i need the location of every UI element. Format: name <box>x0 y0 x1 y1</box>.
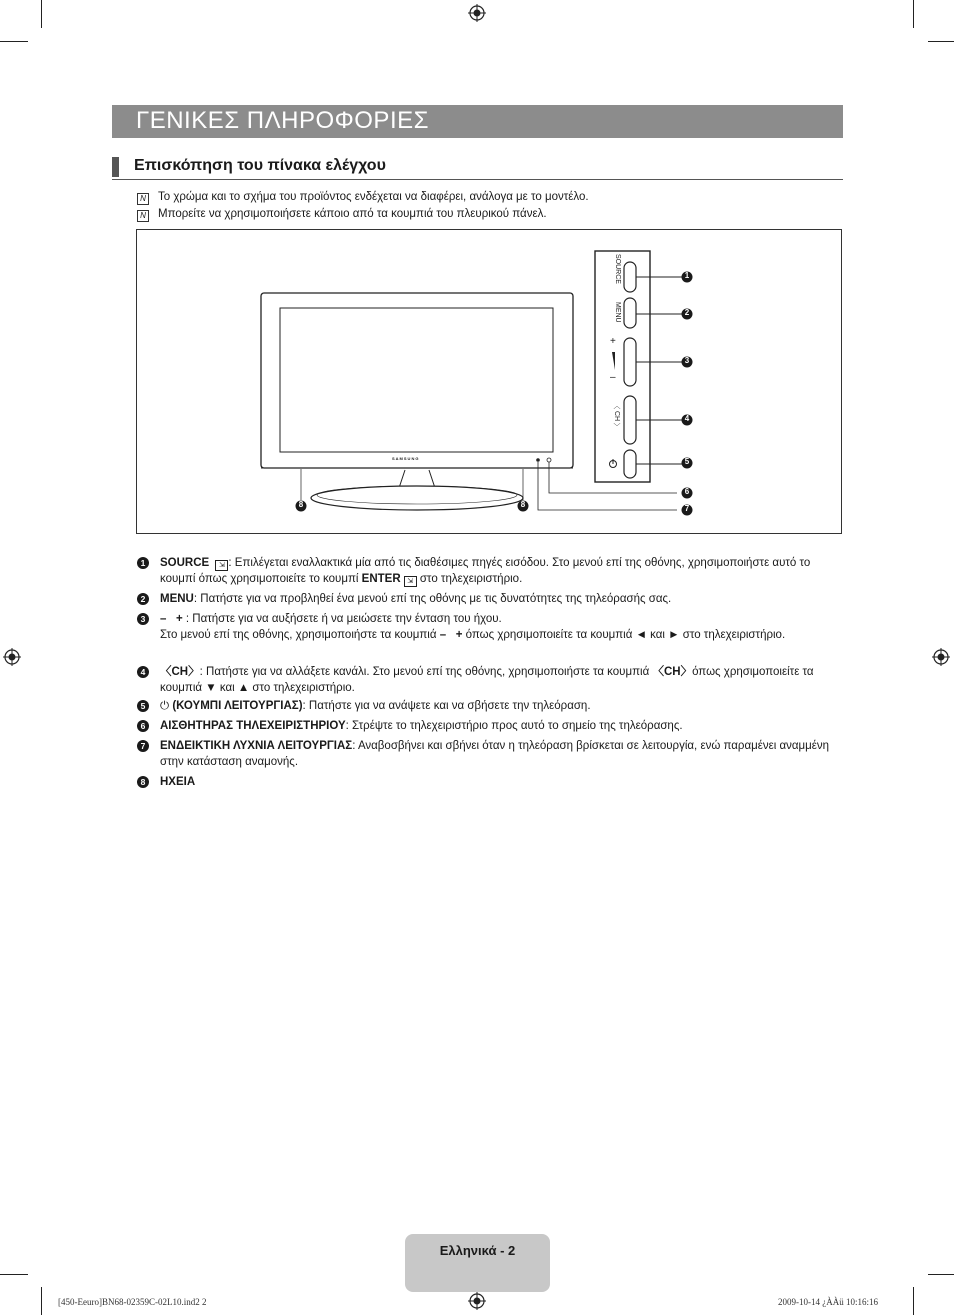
callout-2: 2 <box>684 308 690 317</box>
source-enter-icon: ⇲ <box>215 560 228 571</box>
crop-mark <box>913 0 914 28</box>
list-item <box>137 738 847 770</box>
page-number-tab <box>405 1234 550 1292</box>
item-number: 2 <box>137 593 149 605</box>
crop-mark <box>0 41 28 42</box>
list-item <box>137 698 847 714</box>
callout-5: 5 <box>684 457 690 466</box>
registration-mark-icon <box>468 4 486 22</box>
panel-label-vol-minus: – <box>610 372 616 383</box>
crop-mark <box>41 0 42 28</box>
item-desc: : Πατήστε για να αυξήσετε ή να μειώσετε την ένταση του ήχου. <box>182 613 502 625</box>
tv-brand-logo: SAMSUNG <box>392 456 420 461</box>
menu-button-shape <box>624 298 636 328</box>
channel-button-shape <box>624 396 636 444</box>
callout-1: 1 <box>684 271 690 280</box>
control-panel-diagram <box>136 229 842 534</box>
chevron-right-icon: 〉 <box>680 666 693 678</box>
panel-label-source: SOURCE <box>614 254 621 284</box>
item-desc-line2a: Στο μενού επί της οθόνης, χρησιμοποιήστε τα κουμπιά <box>160 629 440 641</box>
item-desc-2: στο τηλεχειριστήριο. <box>416 573 523 585</box>
power-icon: ⏻ <box>160 700 170 712</box>
source-button-shape <box>624 262 636 292</box>
section-title: Επισκόπηση του πίνακα ελέγχου <box>134 157 386 174</box>
item-number: 1 <box>137 557 149 569</box>
side-panel <box>595 251 650 482</box>
note-icon: N <box>137 210 149 222</box>
item-number: 7 <box>137 740 149 752</box>
callout-8-right: 8 <box>520 500 526 509</box>
list-item <box>137 611 847 643</box>
item-number: 4 <box>137 666 149 678</box>
title-banner <box>112 105 843 138</box>
item-desc: : Πατήστε για να αλλάξετε κανάλι. Στο μενού επί της οθόνης, χρησιμοποιήστε τα κουμπιά <box>199 666 653 678</box>
callout-3: 3 <box>684 356 690 365</box>
item-number: 5 <box>137 700 149 712</box>
page-title: ΓΕΝΙΚΕΣ ΠΛΗΡΟΦΟΡΙΕΣ <box>136 107 429 134</box>
item-desc: : Πατήστε για να ανάψετε και να σβήσετε την τηλεόραση. <box>302 700 591 712</box>
registration-mark-icon <box>3 648 21 666</box>
callout-4: 4 <box>684 414 690 423</box>
item-term: (ΚΟΥΜΠΙ ΛΕΙΤΟΥΡΓΙΑΣ) <box>172 700 303 712</box>
callout-7: 7 <box>684 504 690 513</box>
note-text: Μπορείτε να χρησιμοποιήσετε κάποιο από τα κουμπιά του πλευρικού πάνελ. <box>158 208 547 220</box>
note-text: Το χρώμα και το σχήμα του προϊόντος ενδέχεται να διαφέρει, ανάλογα με το μοντέλο. <box>158 191 589 203</box>
tv-stand-base <box>311 486 523 510</box>
list-item <box>137 774 847 790</box>
chevron-left-icon: 〈 <box>160 666 172 678</box>
crop-mark <box>928 1274 954 1275</box>
item-desc: : Πατήστε για να προβληθεί ένα μενού επί της οθόνης με τις δυνατότητες της τηλεόρασής σας. <box>193 593 672 605</box>
item-term: ΑΙΣΘΗΤΗΡΑΣ ΤΗΛΕΧΕΙΡΙΣΤΗΡΙΟΥ <box>160 720 346 732</box>
item-number: 3 <box>137 613 149 625</box>
panel-label-vol-plus: + <box>610 336 616 347</box>
section-marker <box>112 157 119 177</box>
callout-6: 6 <box>684 487 690 496</box>
item-desc-2: όπως χρησιμοποιείτε τα κουμπιά ▼ και ▲ στο τηλεχειριστήριο. <box>160 666 814 694</box>
item-desc: : Αναβοσβήνει και σβήνει όταν η τηλεόραση βρίσκεται σε λειτουργία, ενώ παραμένει αναμμένη στην κατάσταση αναμονής. <box>160 740 830 768</box>
item-term: ΗΧΕΙΑ <box>160 776 196 788</box>
item-term: SOURCE <box>160 557 210 569</box>
imprint-right: 2009-10-14 ¿ÀÀü 10:16:16 <box>778 1297 878 1307</box>
volume-term: – + <box>160 613 183 625</box>
item-number: 8 <box>137 776 149 788</box>
list-item <box>137 555 847 587</box>
panel-label-menu: MENU <box>614 302 621 323</box>
imprint-left: [450-Eeuro]BN68-02359C-02L10.ind2 2 <box>58 1297 207 1307</box>
power-indicator <box>547 458 551 462</box>
tv-illustration <box>137 230 841 533</box>
crop-mark <box>0 1274 28 1275</box>
item-desc-line2b: όπως χρησιμοποιείτε τα κουμπιά ◄ και ► στο τηλεχειριστήριο. <box>462 629 786 641</box>
list-item <box>137 664 847 696</box>
note-icon: N <box>137 193 149 205</box>
page-number: Ελληνικά - 2 <box>439 1243 516 1258</box>
item-term: CH <box>171 666 189 678</box>
list-item <box>137 718 847 734</box>
note-item <box>137 208 547 222</box>
power-button-shape <box>624 450 636 478</box>
list-item <box>137 591 847 607</box>
tv-screen <box>280 308 553 452</box>
item-term: MENU <box>160 593 194 605</box>
tv-stand-neck <box>399 470 435 488</box>
item-term-2: ENTER <box>361 573 401 585</box>
item-desc: : Στρέψτε το τηλεχειριστήριο προς αυτό το σημείο της τηλεόρασης. <box>345 720 683 732</box>
callout-8-left: 8 <box>298 500 304 509</box>
item-term-2: CH <box>663 666 681 678</box>
crop-mark <box>928 41 954 42</box>
crop-mark <box>41 1287 42 1315</box>
panel-label-ch: 〈 CH 〉 <box>613 402 620 430</box>
volume-button-shape <box>624 338 636 386</box>
enter-icon: ⇲ <box>404 576 417 587</box>
registration-mark-icon <box>932 648 950 666</box>
item-desc: : Επιλέγεται εναλλακτικά μία από τις διαθέσιμες πηγές εισόδου. Στο μενού επί της οθόνης, χρησιμοποιήστε αυτό το κουμπί όπως χρησιμοποιείτε το κουμπί <box>160 557 811 585</box>
chevron-right-icon: 〉 <box>188 666 200 678</box>
note-item <box>137 191 589 205</box>
section-divider <box>112 179 843 180</box>
remote-sensor <box>536 458 540 462</box>
crop-mark <box>913 1287 914 1315</box>
registration-mark-icon <box>468 1292 486 1310</box>
item-term: ΕΝΔΕΙΚΤΙΚΗ ΛΥΧΝΙΑ ΛΕΙΤΟΥΡΓΙΑΣ <box>160 740 353 752</box>
item-number: 6 <box>137 720 149 732</box>
volume-term-inline: – + <box>439 629 463 641</box>
chevron-left-icon: 〈 <box>652 666 664 678</box>
